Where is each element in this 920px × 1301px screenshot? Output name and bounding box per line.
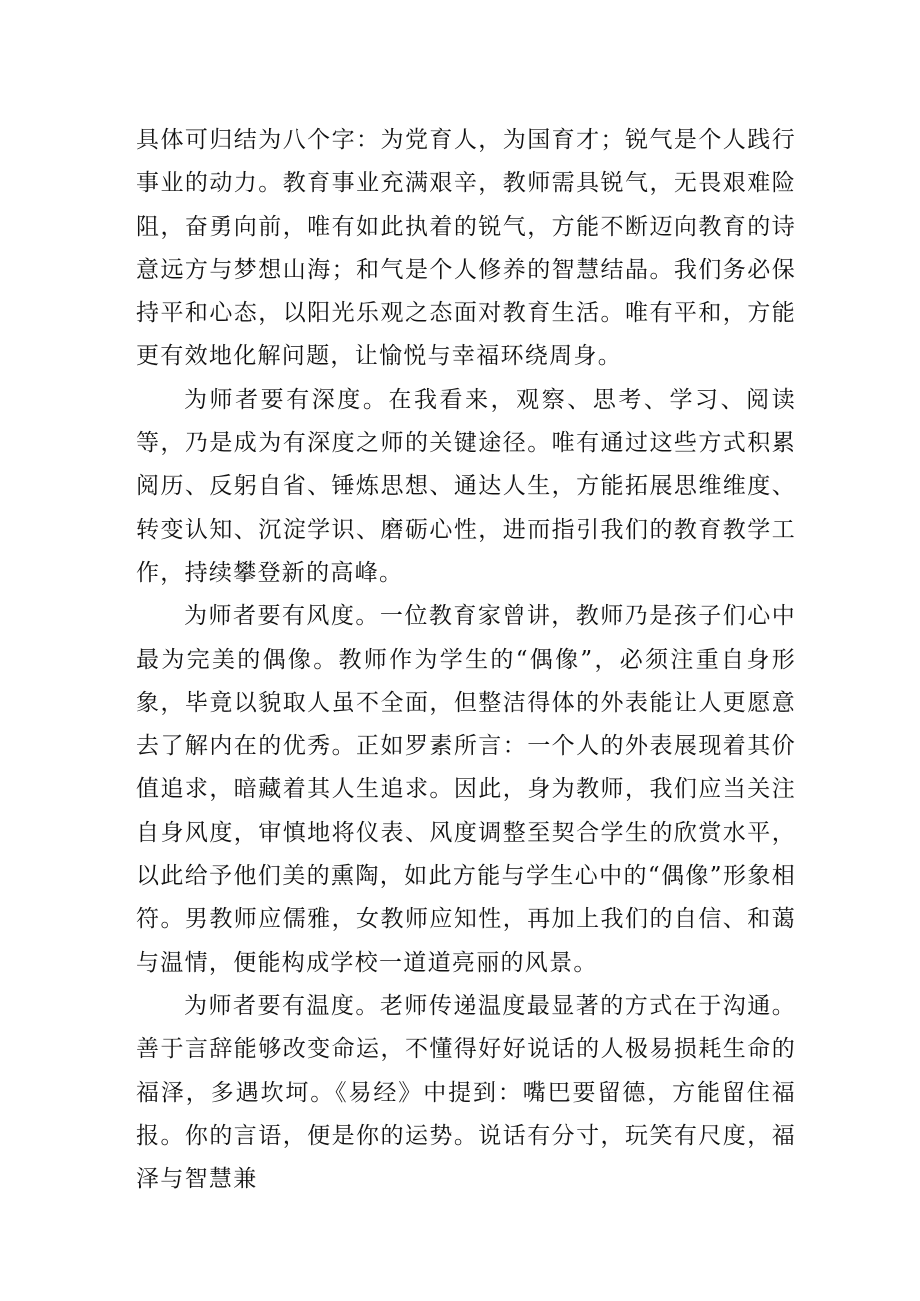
document-body	[136, 119, 796, 1201]
paragraph-3: 为师者要有风度。一位教育家曾讲，教师乃是孩子们心中最为完美的偶像。教师作为学生的“偶像”，必须注重自身形象，毕竟以貌取人虽不全面，但整洁得体的外表能让人更愿意去了解内在的优秀。正如罗素所言：一个人的外表展现着其价值追求，暗藏着其人生追求。因此，身为教师，我们应当关注自身风度，审慎地将仪表、风度调整至契合学生的欣赏水平，以此给予他们美的熏陶，如此方能与学生心中的“偶像”形象相符。男教师应儒雅，女教师应知性，再加上我们的自信、和蔼与温情，便能构成学校一道道亮丽的风景。	[136, 603, 796, 976]
paragraph-4: 为师者要有温度。老师传递温度最显著的方式在于沟通。善于言辞能够改变命运，不懂得好好说话的人极易损耗生命的福泽，多遇坎坷。《易经》中提到：嘴巴要留德，方能留住福报。你的言语，便是你的运势。说话有分寸，玩笑有尺度，福泽与智慧兼	[136, 992, 796, 1193]
paragraph-2: 为师者要有深度。在我看来，观察、思考、学习、阅读等，乃是成为有深度之师的关键途径。唯有通过这些方式积累阅历、反躬自省、锤炼思想、通达人生，方能拓展思维维度、转变认知、沉淀学识、磨砺心性，进而指引我们的教育教学工作，持续攀登新的高峰。	[136, 386, 796, 586]
paragraph-1: 具体可归结为八个字：为党育人，为国育才；锐气是个人践行事业的动力。教育事业充满艰辛，教师需具锐气，无畏艰难险阻，奋勇向前，唯有如此执着的锐气，方能不断迈向教育的诗意远方与梦想山海；和气是个人修养的智慧结晶。我们务必保持平和心态，以阳光乐观之态面对教育生活。唯有平和，方能更有效地化解问题，让愉悦与幸福环绕周身。	[136, 127, 796, 370]
